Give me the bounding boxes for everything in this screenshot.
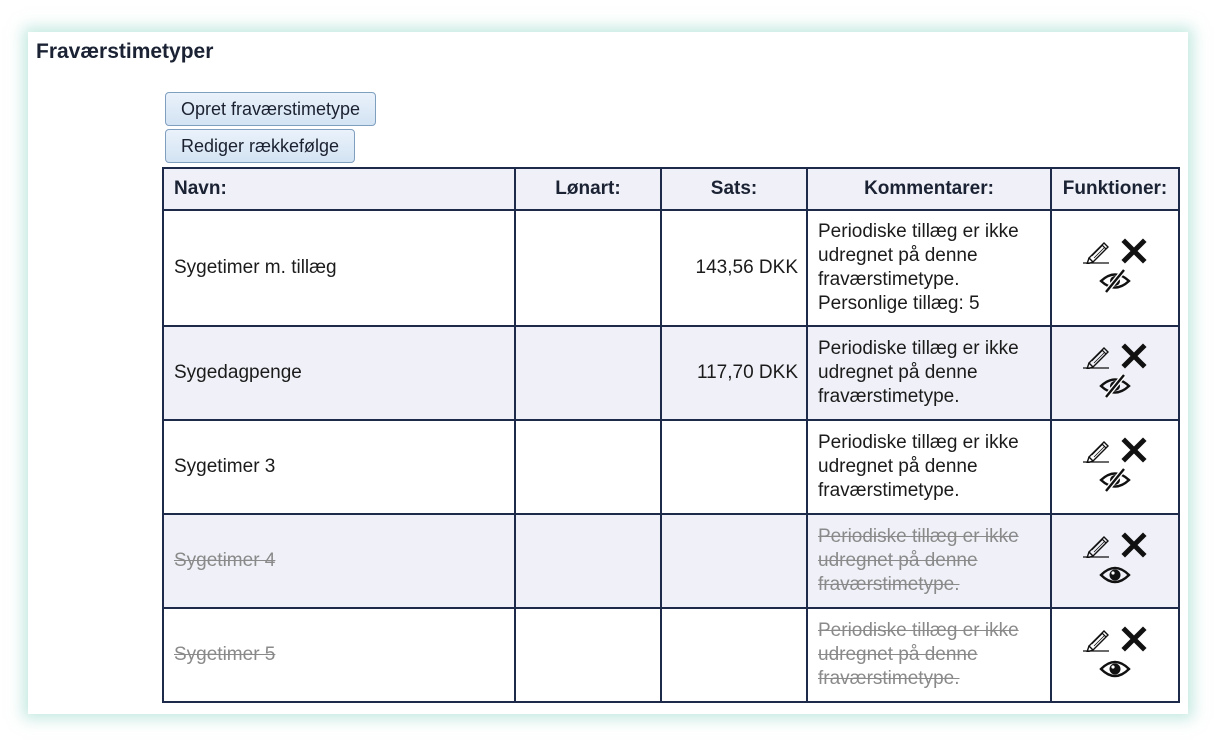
header-functions: Funktioner: — [1051, 168, 1179, 210]
table-row — [163, 326, 1179, 420]
x-icon[interactable] — [1121, 238, 1147, 264]
page-title: Fraværstimetyper — [36, 40, 214, 63]
comment-line: Periodiske tillæg er ikke — [818, 338, 1019, 359]
pencil-icon[interactable] — [1083, 532, 1113, 558]
wage-type-cell — [515, 210, 661, 326]
name-cell — [163, 210, 515, 326]
header-wage-type: Lønart: — [515, 168, 661, 210]
comment-line: fraværstimetype. — [818, 269, 960, 290]
create-absence-type-button[interactable]: Opret fraværstimetype — [165, 92, 376, 126]
comment-line: fraværstimetype. — [818, 386, 960, 407]
comment-line: Periodiske tillæg er ikke — [818, 620, 1019, 641]
comment-line: udregnet på denne — [818, 362, 978, 383]
comment-cell — [807, 326, 1051, 420]
table-row — [163, 420, 1179, 514]
name-cell — [163, 326, 515, 420]
comment-line: Periodiske tillæg er ikke — [818, 432, 1019, 453]
eye-slash-icon[interactable] — [1099, 373, 1131, 399]
header-rate: Sats: — [661, 168, 807, 210]
rate-cell — [661, 326, 807, 420]
eye-icon[interactable] — [1099, 658, 1131, 680]
rate-cell — [661, 420, 807, 514]
functions-cell — [1051, 326, 1179, 420]
functions-cell — [1051, 514, 1179, 608]
rate-cell — [661, 514, 807, 608]
eye-icon[interactable] — [1099, 564, 1131, 586]
comment-cell — [807, 514, 1051, 608]
comment-cell — [807, 210, 1051, 326]
comment-line: udregnet på denne — [818, 644, 978, 665]
rate-cell — [661, 210, 807, 326]
name-cell — [163, 608, 515, 702]
rate-value: 143,56 DKK — [695, 257, 798, 278]
name-cell — [163, 420, 515, 514]
comment-line: Periodiske tillæg er ikke — [818, 221, 1019, 242]
wage-type-cell — [515, 326, 661, 420]
eye-slash-icon[interactable] — [1099, 268, 1131, 294]
eye-slash-icon[interactable] — [1099, 467, 1131, 493]
comment-line: udregnet på denne — [818, 456, 978, 477]
comment-cell — [807, 420, 1051, 514]
header-comments: Kommentarer: — [807, 168, 1051, 210]
absence-type-name: Sygetimer 3 — [174, 456, 276, 477]
pencil-icon[interactable] — [1083, 626, 1113, 652]
functions-cell — [1051, 420, 1179, 514]
content-panel — [28, 32, 1188, 714]
comment-line: fraværstimetype. — [818, 668, 960, 689]
comment-cell — [807, 608, 1051, 702]
absence-types-table — [162, 167, 1180, 703]
comment-line: fraværstimetype. — [818, 480, 960, 501]
absence-type-name: Sygetimer 4 — [174, 550, 276, 571]
edit-order-button[interactable]: Rediger rækkefølge — [165, 129, 355, 163]
comment-line: fraværstimetype. — [818, 574, 960, 595]
comment-line: udregnet på denne — [818, 550, 978, 571]
x-icon[interactable] — [1121, 343, 1147, 369]
comment-line: udregnet på denne — [818, 245, 978, 266]
table-row — [163, 210, 1179, 326]
name-cell — [163, 514, 515, 608]
table-header-row — [163, 168, 1179, 210]
absence-type-name: Sygetimer m. tillæg — [174, 257, 337, 278]
x-icon[interactable] — [1121, 626, 1147, 652]
table-row — [163, 514, 1179, 608]
rate-cell — [661, 608, 807, 702]
table-row — [163, 608, 1179, 702]
absence-type-name: Sygetimer 5 — [174, 644, 276, 665]
x-icon[interactable] — [1121, 532, 1147, 558]
header-name: Navn: — [163, 168, 515, 210]
pencil-icon[interactable] — [1083, 238, 1113, 264]
functions-cell — [1051, 210, 1179, 326]
pencil-icon[interactable] — [1083, 343, 1113, 369]
comment-line: Periodiske tillæg er ikke — [818, 526, 1019, 547]
pencil-icon[interactable] — [1083, 437, 1113, 463]
wage-type-cell — [515, 608, 661, 702]
comment-line: Personlige tillæg: 5 — [818, 293, 980, 314]
absence-type-name: Sygedagpenge — [174, 362, 302, 383]
rate-value: 117,70 DKK — [696, 362, 798, 383]
wage-type-cell — [515, 514, 661, 608]
x-icon[interactable] — [1121, 437, 1147, 463]
functions-cell — [1051, 608, 1179, 702]
wage-type-cell — [515, 420, 661, 514]
